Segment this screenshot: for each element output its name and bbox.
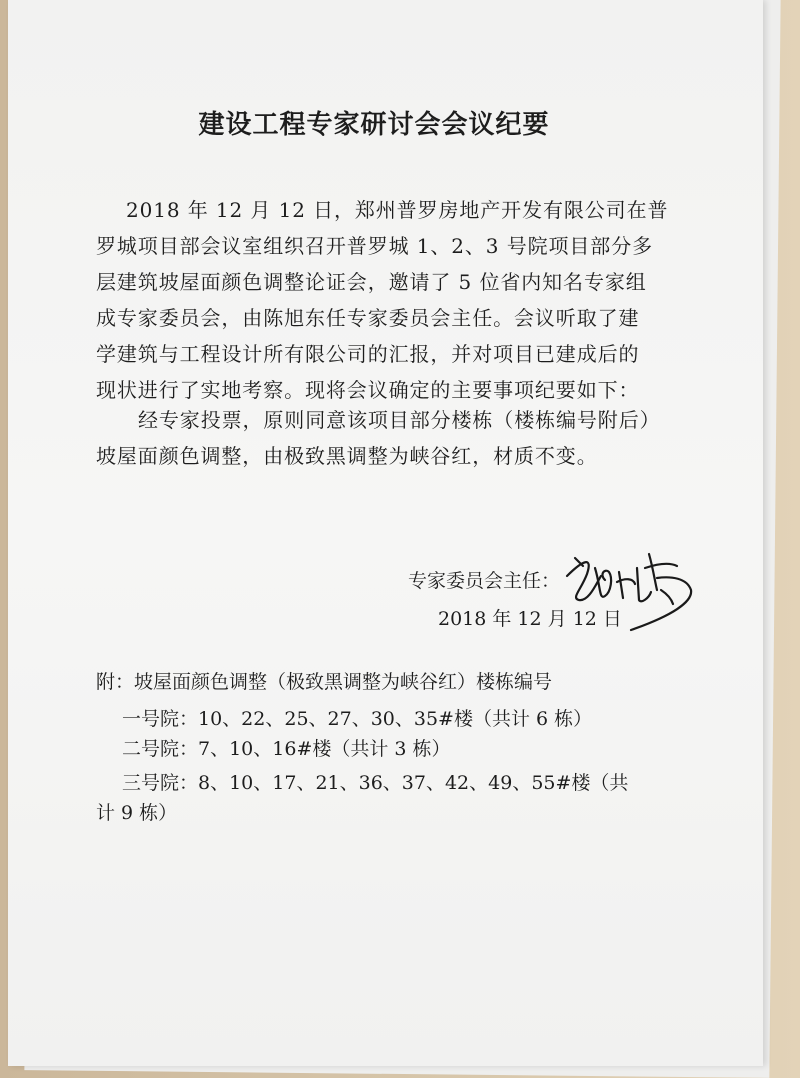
body-line: 坡屋面颜色调整，由极致黑调整为峡谷红，材质不变。 [96,444,598,468]
body-line: 现状进行了实地考察。现将会议确定的主要事项纪要如下： [96,378,640,402]
body-line: 罗城项目部会议室组织召开普罗城 1、2、3 号院项目部分多 [96,234,653,258]
signer-label: 专家委员会主任： [408,570,561,592]
annex-item: 计 9 栋） [96,802,178,824]
body-line: 2018 年 12 月 12 日，郑州普罗房地产开发有限公司在普 [126,198,669,222]
document-title: 建设工程专家研讨会会议纪要 [198,110,550,140]
annex-item: 二号院：7、10、16#楼（共计 3 栋） [122,738,451,760]
body-line: 经专家投票，原则同意该项目部分楼栋（楼栋编号附后） [138,408,661,432]
annex-item: 一号院：10、22、25、27、30、35#楼（共计 6 栋） [122,708,593,730]
signature-date: 2018 年 12 月 12 日 [438,608,622,630]
annex-item: 三号院：8、10、17、21、36、37、42、49、55#楼（共 [122,772,629,794]
body-line: 成专家委员会，由陈旭东任专家委员会主任。会议听取了建 [96,306,640,330]
annex-title: 附：坡屋面颜色调整（极致黑调整为峡谷红）楼栋编号 [96,671,553,693]
body-line: 学建筑与工程设计所有限公司的汇报，并对项目已建成后的 [96,342,640,366]
body-line: 层建筑坡屋面颜色调整论证会，邀请了 5 位省内知名专家组 [96,270,647,294]
document-page [8,0,763,1066]
